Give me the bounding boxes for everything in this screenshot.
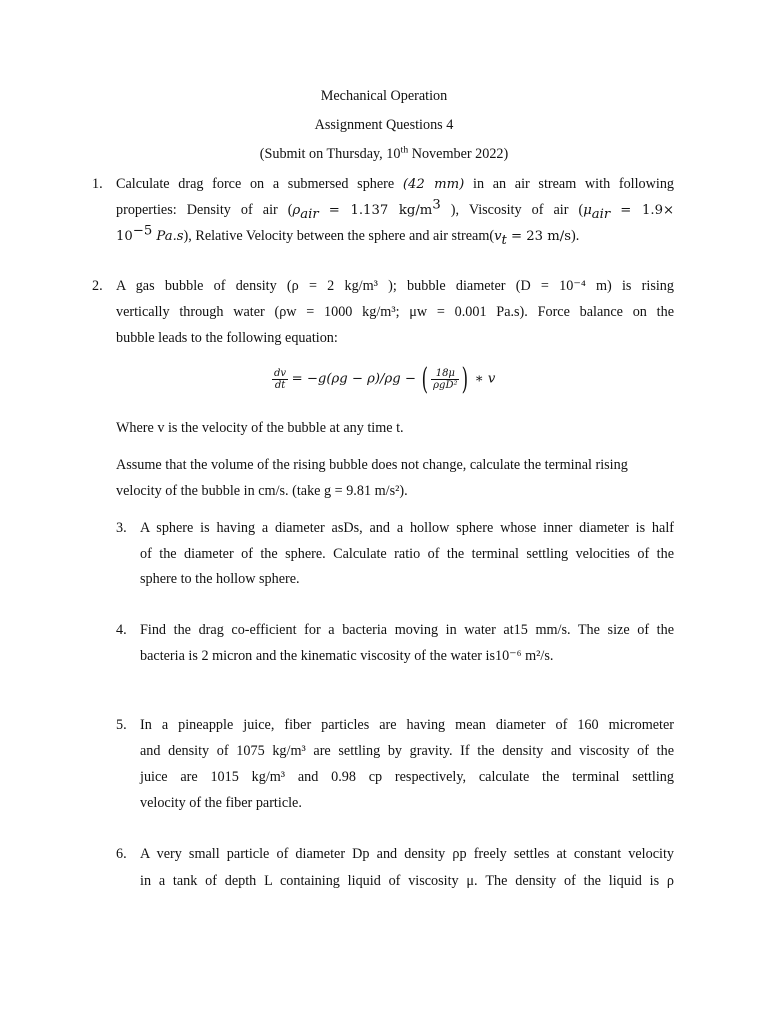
force-balance-equation bbox=[272, 361, 496, 397]
eq-lhs-bottom: dt bbox=[274, 380, 286, 392]
eq-drag-bottom: ρgD² bbox=[433, 380, 458, 392]
q1-math-mu-sub: air bbox=[591, 206, 611, 222]
q1-text-2a: properties: Density of air ( bbox=[116, 202, 293, 218]
eq-lhs-fraction bbox=[272, 368, 288, 391]
q1-math-rho-sup: 3 bbox=[432, 197, 441, 213]
question-1-line-2 bbox=[116, 197, 675, 222]
question-2-number: 2. bbox=[92, 278, 103, 294]
document-subtitle: Assignment Questions 4 bbox=[314, 117, 454, 133]
q1-math-mu-val: = 1.9× bbox=[620, 203, 675, 218]
question-3-number: 3. bbox=[116, 520, 127, 536]
document-title: Mechanical Operation bbox=[320, 88, 448, 104]
question-4-line-2: bacteria is 2 micron and the kinematic viscosity of the water is10⁻⁶ m²/s. bbox=[140, 648, 554, 664]
question-4-number: 4. bbox=[116, 622, 127, 638]
q1-math-unit: Pa.s bbox=[152, 229, 184, 244]
q1-math-exp: −5 bbox=[132, 223, 153, 239]
question-1-line-3 bbox=[116, 223, 580, 248]
q1-math-1: (42 mm) bbox=[402, 177, 465, 192]
eq-drag-top: 18μ bbox=[431, 368, 459, 380]
q1-text-1b: in an air stream with following bbox=[473, 176, 675, 192]
question-6-line-1: A very small particle of diameter Dp and density ρp freely settles at constant velocity bbox=[140, 846, 674, 862]
question-2-line-3: bubble leads to the following equation: bbox=[116, 330, 338, 346]
question-2-assume-1: Assume that the volume of the rising bubble does not change, calculate the terminal rising bbox=[116, 457, 628, 473]
q1-text-1a: Calculate drag force on a submersed sphere bbox=[116, 176, 395, 192]
q1-math-v-val: = 23 m/s bbox=[506, 229, 571, 244]
q1-math-rho-val: = 1.137 kg/m bbox=[328, 203, 433, 218]
eq-left-paren: ( bbox=[422, 361, 429, 397]
eq-lhs-top: dv bbox=[274, 368, 287, 380]
q1-text-3b: ), Relative Velocity between the sphere and air stream( bbox=[183, 228, 495, 244]
q1-math-mu: μ bbox=[583, 203, 592, 218]
q1-math-rho-sub: air bbox=[300, 206, 319, 222]
question-2-line-2: vertically through water (ρw = 1000 kg/m³; μw = 0.001 Pa.s). Force balance on the bbox=[116, 304, 674, 320]
question-3-line-2: of the diameter of the sphere. Calculate ratio of the terminal settling velocities of the bbox=[140, 546, 674, 562]
question-1-number: 1. bbox=[92, 176, 103, 192]
q1-text-3c: ). bbox=[570, 228, 580, 244]
question-6-line-2: in a tank of depth L containing liquid of viscosity μ. The density of the liquid is ρ bbox=[140, 873, 674, 889]
submission-date-sup: th bbox=[400, 144, 409, 156]
eq-middle: = −g(ρg − ρ)/ρg − bbox=[291, 371, 416, 387]
eq-right-paren: ) bbox=[462, 361, 469, 397]
submission-date-prefix: (Submit on Thursday, 10 bbox=[259, 146, 401, 162]
question-6-number: 6. bbox=[116, 846, 127, 862]
q1-math-v: v bbox=[494, 229, 502, 244]
question-5-line-3: juice are 1015 kg/m³ and 0.98 cp respectively, calculate the terminal settling bbox=[140, 769, 674, 785]
question-2-where: Where v is the velocity of the bubble at any time t. bbox=[116, 420, 404, 436]
question-5-line-1: In a pineapple juice, fiber particles are having mean diameter of 160 micrometer bbox=[140, 717, 674, 733]
q1-text-2b: ), Viscosity of air ( bbox=[440, 202, 584, 218]
question-2-assume-2: velocity of the bubble in cm/s. (take g = 9.81 m/s²). bbox=[116, 483, 408, 499]
q1-math-rho: ρ bbox=[292, 203, 301, 218]
q1-math-v-sub: t bbox=[501, 232, 507, 248]
question-3-line-3: sphere to the hollow sphere. bbox=[140, 571, 300, 587]
question-3-line-1: A sphere is having a diameter asDs, and a hollow sphere whose inner diameter is half bbox=[140, 520, 674, 536]
question-2-line-1: A gas bubble of density (ρ = 2 kg/m³ ); bubble diameter (D = 10⁻⁴ m) is rising bbox=[116, 278, 674, 294]
eq-tail: ∗ v bbox=[474, 371, 496, 387]
submission-date bbox=[0, 145, 768, 163]
question-5-number: 5. bbox=[116, 717, 127, 733]
submission-date-suffix: November 2022) bbox=[408, 146, 509, 162]
question-5-line-2: and density of 1075 kg/m³ are settling by gravity. If the density and viscosity of the bbox=[140, 743, 674, 759]
question-4-line-1: Find the drag co-efficient for a bacteria moving in water at15 mm/s. The size of the bbox=[140, 622, 674, 638]
question-5-line-4: velocity of the fiber particle. bbox=[140, 795, 302, 811]
question-1-line-1 bbox=[116, 175, 674, 194]
eq-drag-fraction bbox=[431, 368, 459, 391]
q1-math-ten: 10 bbox=[116, 229, 133, 244]
